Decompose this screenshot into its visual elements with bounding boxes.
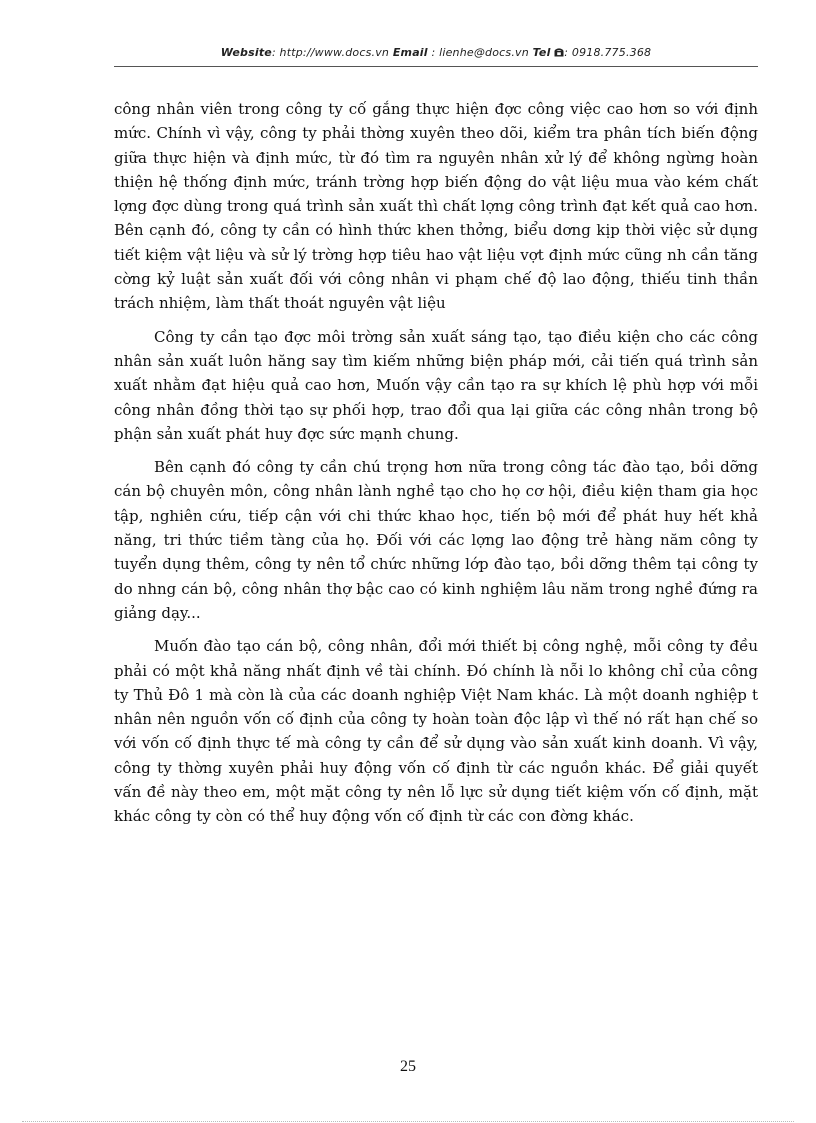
paragraph-3: Bên cạnh đó công ty cần chú trọng hơn nữa trong công tác đào tạo, bồi dỡng cán bộ chuyên môn, công nhân lành nghề tạo cho họ cơ hội, điều kiện tham gia học tập, nghiên cứu, tiếp cận với chi thức khao học, tiến bộ mới để phát huy hết khả năng, tri thức tiềm tàng của họ. Đối với các lợng lao động trẻ hàng năm công ty tuyển dụng thêm, công ty nên tổ chức những lớp đào tạo, bồi dỡng thêm tại công ty do nhng cán bộ, công nhân thợ bậc cao có kinh nghiệm lâu năm trong nghề đứng ra giảng dạy... — [114, 458, 758, 622]
page-bottom-divider — [22, 1121, 794, 1122]
page-header — [114, 46, 758, 59]
body-text — [114, 97, 758, 838]
page-number: 25 — [400, 1058, 416, 1075]
website-label: Website — [220, 46, 272, 59]
phone-icon — [554, 48, 564, 57]
tel-label: Tel — [532, 46, 551, 59]
paragraph-1: công nhân viên trong công ty cố gắng thực hiện đợc công việc cao hơn so với định mức. Chính vì vậy, công ty phải thờng xuyên theo dõi, kiểm tra phân tích biến động giữa thực hiện và định mức, từ đó tìm ra nguyên nhân xử lý để không ngừng hoàn thiện hệ thống định mức, tránh trờng hợp biến động do vật liệu mua vào kém chất lợng đợc dùng trong quá trình sản xuất thì chất lợng công trình đạt kết quả cao hơn. Bên cạnh đó, công ty cần có hình thức khen thởng, biểu dơng kịp thời việc sử dụng tiết kiệm vật liệu và sử lý trờng hợp tiêu hao vật liệu vợt định mức cũng nh cần tăng cờng kỷ luật sản xuất đối với công nhân vi phạm chế độ lao động, thiếu tinh thần trách nhiệm, làm thất thoát nguyên vật liệu — [114, 100, 758, 313]
website-value: : http://www.docs.vn — [271, 46, 390, 59]
email-label: Email — [392, 46, 428, 59]
paragraph-2: Công ty cần tạo đợc môi trờng sản xuất sáng tạo, tạo điều kiện cho các công nhân sản xuất luôn hăng say tìm kiếm những biện pháp mới, cải tiến quá trình sản xuất nhằm đạt hiệu quả cao hơn, Muốn vậy cần tạo ra sự khích lệ phù hợp với mỗi công nhân đồng thời tạo sự phối hợp, trao đổi qua lại giữa các công nhân trong bộ phận sản xuất phát huy đợc sức mạnh chung. — [114, 327, 758, 443]
email-value: : lienhe@docs.vn — [431, 46, 529, 59]
header-divider — [114, 66, 758, 67]
paragraph-4: Muốn đào tạo cán bộ, công nhân, đổi mới thiết bị công nghệ, mỗi công ty đều phải có một khả năng nhất định về tài chính. Đó chính là nỗi lo không chỉ của công ty Thủ Đô 1 mà còn là của các doanh nghiệp Việt Nam khác. Là một doanh nghiệp t nhân nên nguồn vốn cố định của công ty hoàn toàn độc lập vì thế nó rất hạn chế so với vốn cố định thực tế mà công ty cần để sử dụng vào sản xuất kinh doanh. Vì vậy, công ty thờng xuyên phải huy động vốn cố định từ các nguồn khác. Để giải quyết vấn đề này theo em, một mặt công ty nên lỗ lực sử dụng tiết kiệm vốn cố định, mặt khác công ty còn có thể huy động vốn cố định từ các con đờng khác. — [114, 637, 758, 826]
tel-value: : 0918.775.368 — [564, 46, 652, 59]
